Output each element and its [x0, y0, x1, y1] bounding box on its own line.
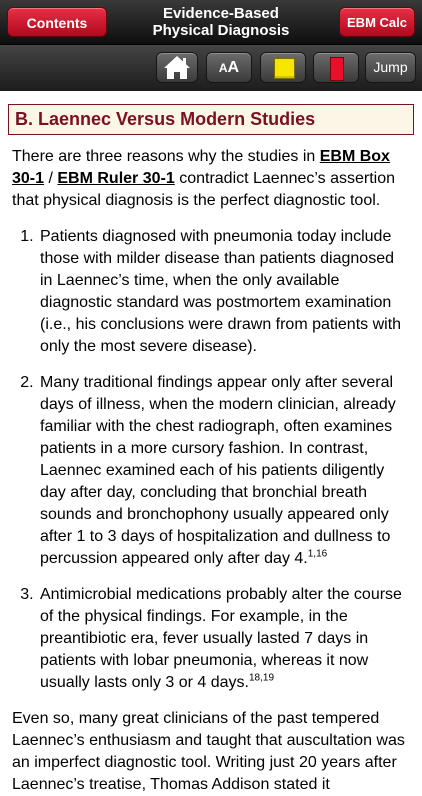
- list-item: [38, 226, 410, 358]
- book-title: [110, 5, 332, 39]
- list-item: [38, 372, 410, 570]
- bookmark-icon: [330, 57, 344, 81]
- chapter-content[interactable]: [0, 91, 422, 793]
- intro-paragraph: [12, 146, 410, 212]
- home-icon: [157, 53, 197, 82]
- reasons-list: [12, 226, 410, 694]
- font-size-button[interactable]: [206, 52, 252, 83]
- intro-separator: /: [44, 170, 58, 187]
- ebm-calc-button[interactable]: EBM Calc: [339, 7, 415, 37]
- ebm-box-30-1-link[interactable]: EBM Box 30-1: [12, 148, 390, 187]
- font-big-a: A: [227, 59, 240, 76]
- list-item-text: Antimicrobial medications probably alter the course of the physical findings. For example, in the preantibiotic era, fever usually lasted 7 days in patients with lobar pneumonia, whereas it now usually lasts only 3 or 4 days.: [40, 586, 402, 691]
- home-button[interactable]: [156, 52, 198, 83]
- note-button[interactable]: [260, 52, 306, 83]
- list-item-text: Patients diagnosed with pneumonia today include those with milder disease than patients diagnosed in Laennec’s time, when the only available diagnostic standard was postmortem examination (i.e., his conclusions were drawn from patients with only the most severe disease).: [40, 228, 402, 355]
- jump-button[interactable]: Jump: [365, 52, 416, 83]
- font-size-icon: [219, 59, 239, 76]
- top-navigation-bar: [0, 0, 422, 44]
- sticky-note-icon: [274, 58, 295, 79]
- reference-superscript[interactable]: 18,19: [249, 672, 275, 684]
- font-small-a: A: [218, 61, 228, 75]
- book-title-line2: Physical Diagnosis: [152, 22, 290, 39]
- section-title: B. Laennec Versus Modern Studies: [8, 104, 414, 135]
- toolbar: [0, 44, 422, 91]
- list-item-text: Many traditional findings appear only after several days of illness, when the modern clinician, already familiar with the chest radiograph, often examines patients in a more cursory fashion. In contrast, Laennec examined each of his patients diligently day after day, concluding that bronchial breath sounds and bronchophony usually appeared only after 1 to 3 days of hospitalization and dullness to percussion appeared only after day 4.: [40, 374, 396, 567]
- reference-superscript[interactable]: 1,16: [307, 548, 328, 560]
- book-title-line1: Evidence-Based: [163, 5, 279, 22]
- bookmark-button[interactable]: [313, 52, 359, 83]
- list-item: [38, 584, 410, 694]
- intro-text-before: There are three reasons why the studies in: [12, 148, 320, 165]
- intro-text-after: contradict Laennec’s assertion that physical diagnosis is the perfect diagnostic tool.: [12, 170, 396, 209]
- ebm-ruler-30-1-link[interactable]: EBM Ruler 30-1: [57, 170, 175, 187]
- contents-button[interactable]: Contents: [7, 7, 107, 37]
- closing-paragraph: Even so, many great clinicians of the past tempered Laennec’s enthusiasm and taught that auscultation was an imperfect diagnostic tool. Writing just 20 years after Laennec’s treatise, Thomas Addison stated it: [12, 710, 405, 793]
